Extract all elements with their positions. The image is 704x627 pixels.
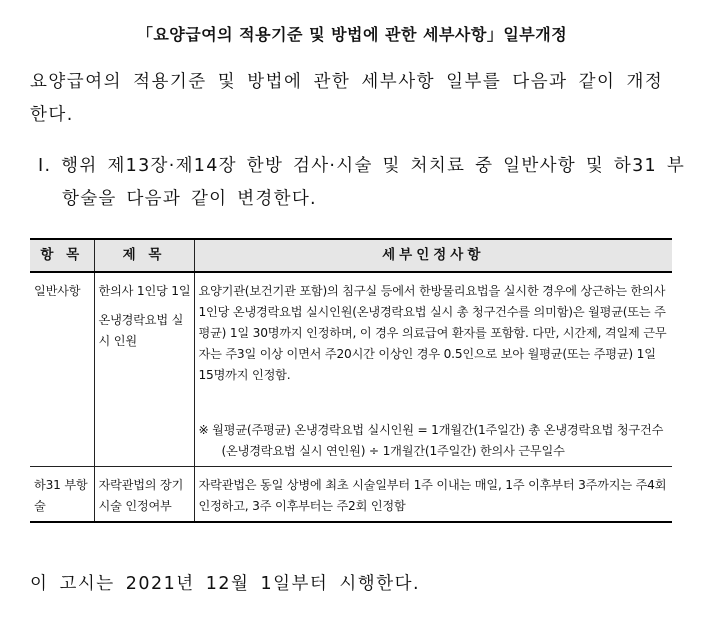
effective-date-statement: 이 고시는 2021년 12월 1일부터 시행한다.	[30, 574, 421, 594]
row-detail-cell: 자락관법은 동일 상병에 최초 시술일부터 1주 이내는 매일, 1주 이후부터 3주까지는 주4회 인정하고, 3주 이후부터는 주2회 인정함	[194, 467, 672, 523]
detail-note: ※ 월평균(주평균) 온냉경락요법 실시인원 = 1개월간(1주일간) 총 온냉경락요법 청구건수(온냉경락요법 실시 연인원) ÷ 1개월간(1주일간) 한의사 근무일수	[198, 423, 664, 458]
amendment-table	[30, 238, 672, 523]
table-header-row	[30, 239, 672, 272]
table-row	[30, 272, 672, 467]
document-title: 「요양급여의 적용기준 및 방법에 관한 세부사항」일부개정	[136, 25, 568, 44]
detail-text: 요양기관(보건기관 포함)의 침구실 등에서 한방물리요법을 실시한 경우에 상근하는 한의사 1인당 온냉경락요법 실시인원(온냉경락요법 실시 총 청구건수를 의미함)은 월평균(또는 주평균) 1일 30명까지 인정하며, 이 경우 의료급여 환자를 포함함. 다만, 시간제, 격일제 근무자는 주3일 이상 이면서 주20시간 이상인 경우 0.5인으로 보아 월평균(또는 주평균) 1일 15명까지 인정함.	[198, 284, 667, 382]
table-row	[30, 467, 672, 523]
row-item-cell: 일반사항	[30, 272, 94, 467]
row-item-cell: 하31 부항술	[30, 467, 94, 523]
subject-line: 한의사 1인당 1일	[98, 284, 191, 298]
header-detail: 세부인정사항	[194, 239, 672, 272]
intro-paragraph: 요양급여의 적용기준 및 방법에 관한 세부사항 일부를 다음과 같이 개정한다.	[30, 72, 664, 125]
row-subject-cell	[94, 272, 194, 467]
amendment-item: Ⅰ. 행위 제13장·제14장 한방 검사·시술 및 처치료 중 일반사항 및 하31 부항술을 다음과 같이 변경한다.	[38, 156, 686, 209]
header-item: 항 목	[30, 239, 94, 272]
header-subject: 제 목	[94, 239, 194, 272]
row-detail-cell	[194, 272, 672, 467]
subject-line: 온냉경락요법 실시 인원	[98, 313, 184, 348]
row-subject-cell: 자락관법의 장기 시술 인정여부	[94, 467, 194, 523]
